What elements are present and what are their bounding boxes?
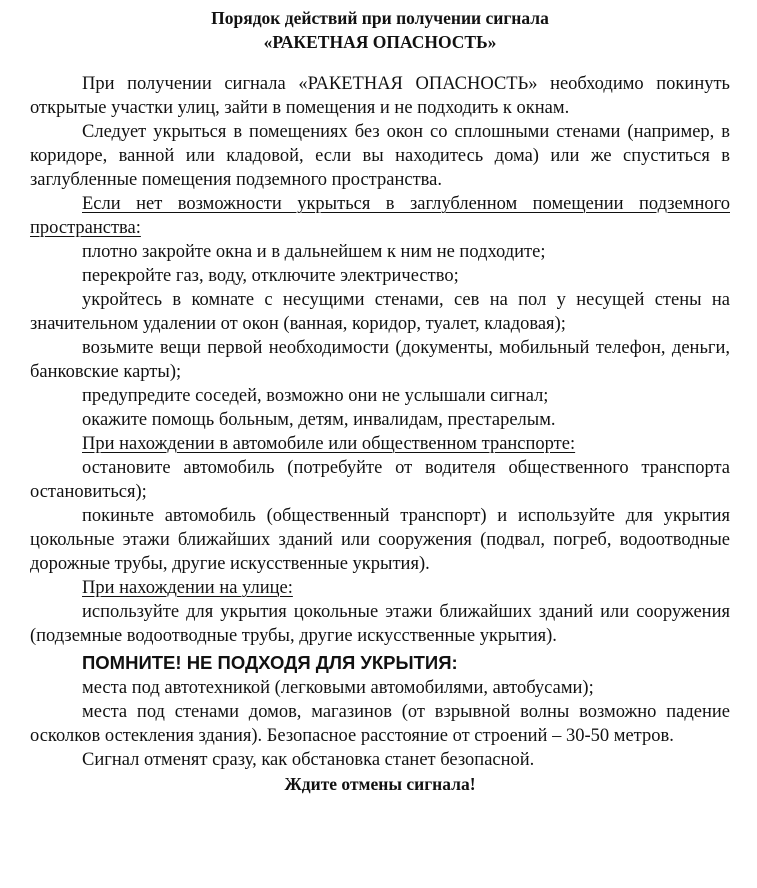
list-item: окажите помощь больным, детям, инвалидам, престарелым. <box>82 410 556 430</box>
list-item: предупредите соседей, возможно они не услышали сигнал; <box>82 386 549 406</box>
section-heading-street <box>30 576 730 600</box>
document-title <box>30 6 730 54</box>
document-body <box>30 72 730 796</box>
list-item: плотно закройте окна и в дальнейшем к ним не подходите; <box>82 242 546 262</box>
list-item: покиньте автомобиль (общественный транспорт) и используйте для укрытия цокольные этажи ближайших зданий или сооружения (подвал, погреб, водоотводные дорожные трубы, другие искусственные укрытия). <box>30 506 730 574</box>
section-heading-street-text: При нахождении на улице: <box>82 578 293 598</box>
intro-paragraph-2: Следует укрыться в помещениях без окон со сплошными стенами (например, в коридоре, ванной или кладовой, если вы находитесь дома) или же спуститься в заглубленные помещения подземного пространства. <box>30 122 730 190</box>
warning-heading: ПОМНИТЕ! НЕ ПОДХОДЯ ДЛЯ УКРЫТИЯ: <box>82 652 458 673</box>
list-item: места под автотехникой (легковыми автомобилями, автобусами); <box>82 678 594 698</box>
list-item: используйте для укрытия цокольные этажи ближайших зданий или сооружения (подземные водоотводные трубы, другие искусственные укрытия). <box>30 602 730 646</box>
list-item: перекройте газ, воду, отключите электричество; <box>82 266 459 286</box>
section-heading-vehicle <box>30 432 730 456</box>
title-line-1: Порядок действий при получении сигнала <box>211 8 549 28</box>
list-item: места под стенами домов, магазинов (от взрывной волны возможно падение осколков остекления здания). Безопасное расстояние от строений – 30-50 метров. <box>30 702 730 746</box>
list-item: укройтесь в комнате с несущими стенами, сев на пол у несущей стены на значительном удалении от окон (ванная, коридор, туалет, кладовая); <box>30 290 730 334</box>
closing-paragraph: Сигнал отменят сразу, как обстановка станет безопасной. <box>82 750 535 770</box>
intro-paragraph-1: При получении сигнала «РАКЕТНАЯ ОПАСНОСТЬ» необходимо покинуть открытые участки улиц, зайти в помещения и не подходить к окнам. <box>30 74 730 118</box>
final-call: Ждите отмены сигнала! <box>284 774 476 794</box>
document-page <box>30 6 730 796</box>
title-line-2: «РАКЕТНАЯ ОПАСНОСТЬ» <box>263 32 497 52</box>
section-heading-vehicle-text: При нахождении в автомобиле или общественном транспорте: <box>82 434 576 454</box>
section-heading-no-shelter: Если нет возможности укрыться в заглубленном помещении подземного пространства: <box>30 194 730 238</box>
list-item: возьмите вещи первой необходимости (документы, мобильный телефон, деньги, банковские карты); <box>30 338 730 382</box>
list-item: остановите автомобиль (потребуйте от водителя общественного транспорта остановиться); <box>30 458 730 502</box>
